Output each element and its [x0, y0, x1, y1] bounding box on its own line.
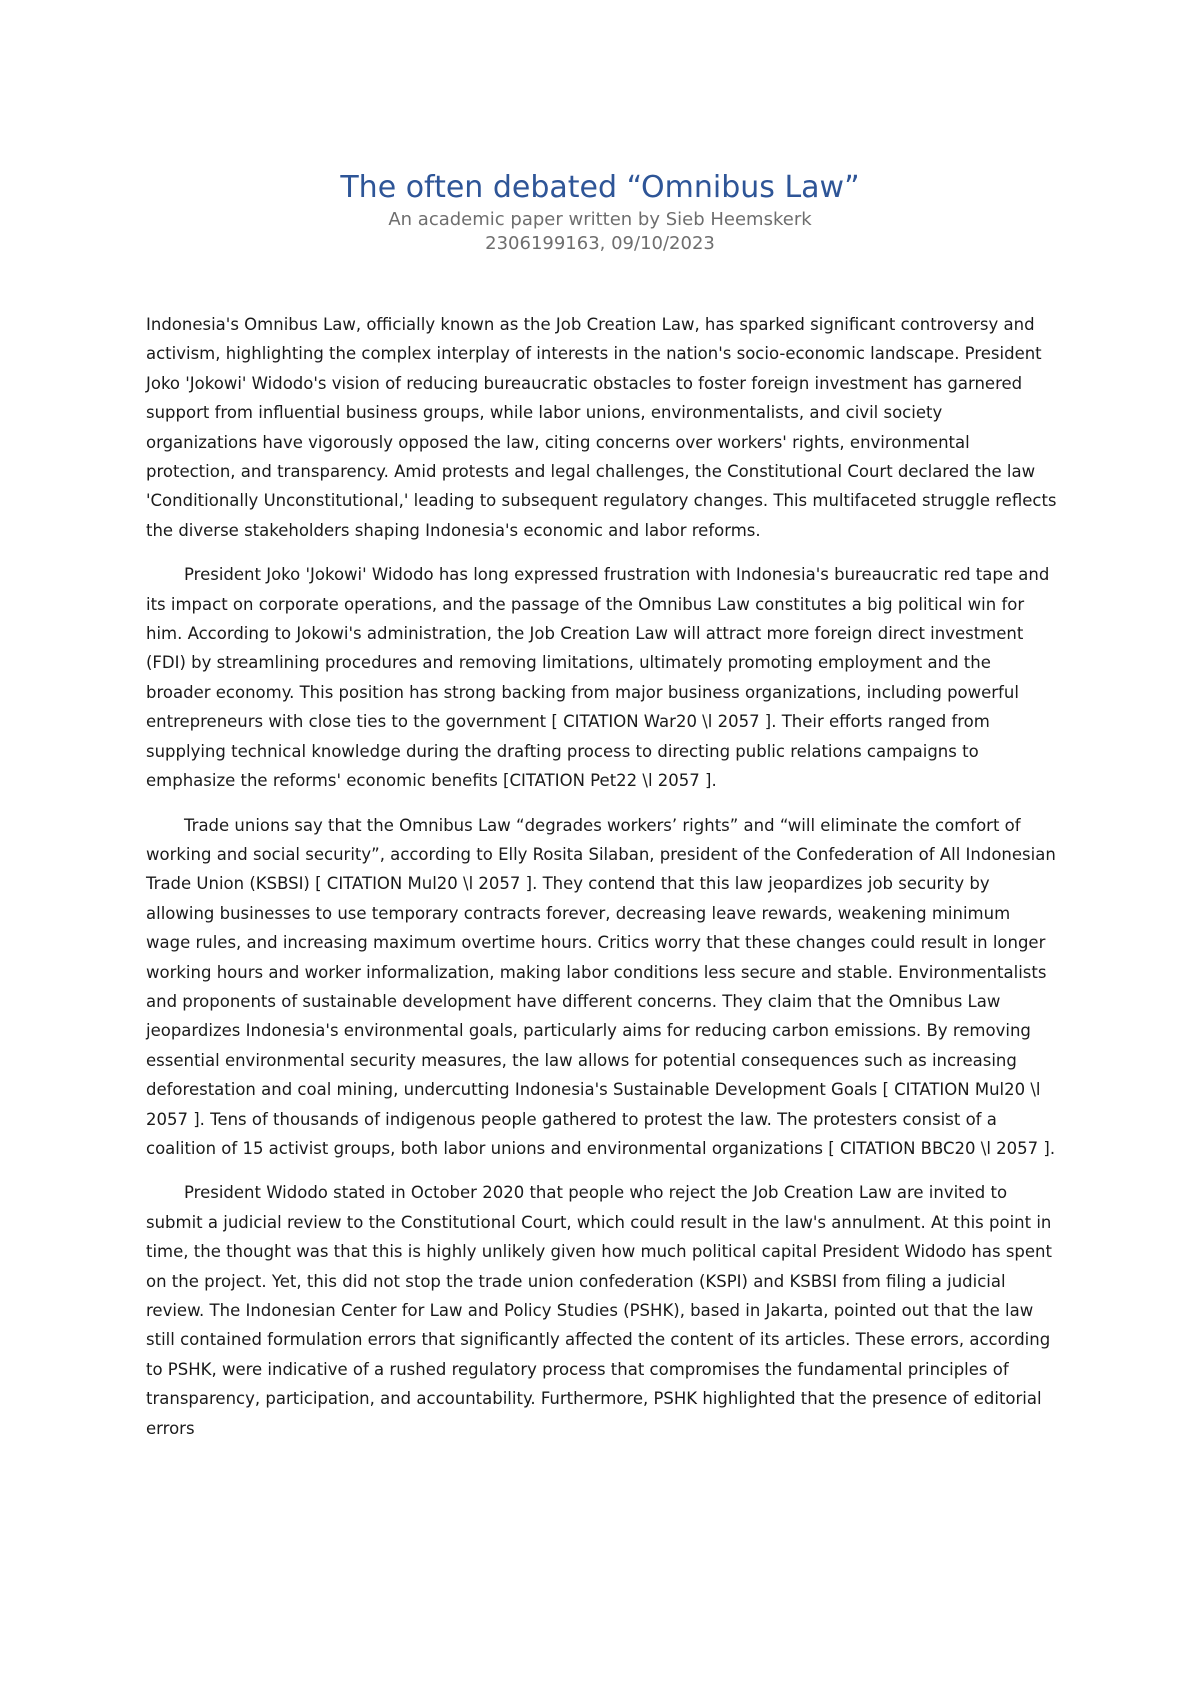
document-id-date-line: 2306199163, 09/10/2023: [485, 233, 715, 254]
paragraph-intro: Indonesia's Omnibus Law, officially known as the Job Creation Law, has sparked significant controversy and activism, highlighting the complex interplay of interests in the nation's socio-economic landscape. President Joko 'Jokowi' Widodo's vision of reducing bureaucratic obstacles to foster foreign investment has garnered support from influential business groups, while labor unions, environmentalists, and civil society organizations have vigorously opposed the law, citing concerns over workers' rights, environmental protection, and transparency. Amid protests and legal challenges, the Constitutional Court declared the law 'Conditionally Unconstitutional,' leading to subsequent regulatory changes. This multifaceted struggle reflects the diverse stakeholders shaping Indonesia's economic and labor reforms.: [146, 315, 1057, 540]
document-author-line: An academic paper written by Sieb Heemskerk: [388, 209, 812, 230]
paragraph-jokowi-support: President Joko 'Jokowi' Widodo has long expressed frustration with Indonesia's bureaucratic red tape and its impact on corporate operations, and the passage of the Omnibus Law constitutes a big political win for him. According to Jokowi's administration, the Job Creation Law will attract more foreign direct investment (FDI) by streamlining procedures and removing limitations, ultimately promoting employment and the broader economy. This position has strong backing from major business organizations, including powerful entrepreneurs with close ties to the government [ CITATION War20 \l 2057 ]. Their efforts ranged from supplying technical knowledge during the drafting process to directing public relations campaigns to emphasize the reforms' economic benefits [CITATION Pet22 \l 2057 ].: [146, 565, 1050, 791]
paragraph-judicial-review: President Widodo stated in October 2020 that people who reject the Job Creation Law are invited to submit a judicial review to the Constitutional Court, which could result in the law's annulment. At this point in time, the thought was that this is highly unlikely given how much political capital President Widodo has spent on the project. Yet, this did not stop the trade union confederation (KSPI) and KSBSI from filing a judicial review. The Indonesian Center for Law and Policy Studies (PSHK), based in Jakarta, pointed out that the law still contained formulation errors that significantly affected the content of its articles. These errors, according to PSHK, were indicative of a rushed regulatory process that compromises the fundamental principles of transparency, participation, and accountability. Furthermore, PSHK highlighted that the presence of editorial errors: [146, 1183, 1052, 1438]
document-header: [0, 168, 1200, 256]
paragraph-opposition: Trade unions say that the Omnibus Law “degrades workers’ rights” and “will eliminate the comfort of working and social security”, according to Elly Rosita Silaban, president of the Confederation of All Indonesian Trade Union (KSBSI) [ CITATION Mul20 \l 2057 ]. They contend that this law jeopardizes job security by allowing businesses to use temporary contracts forever, decreasing leave rewards, weakening minimum wage rules, and increasing maximum overtime hours. Critics worry that these changes could result in longer working hours and worker informalization, making labor conditions less secure and stable. Environmentalists and proponents of sustainable development have different concerns. They claim that the Omnibus Law jeopardizes Indonesia's environmental goals, particularly aims for reducing carbon emissions. By removing essential environmental security measures, the law allows for potential consequences such as increasing deforestation and coal mining, undercutting Indonesia's Sustainable Development Goals [ CITATION Mul20 \l 2057 ]. Tens of thousands of indigenous people gathered to protest the law. The protesters consist of a coalition of 15 activist groups, both labor unions and environmental organizations [ CITATION BBC20 \l 2057 ].: [146, 815, 1056, 1158]
document-title: The often debated “Omnibus Law”: [340, 170, 860, 205]
document-body: [146, 310, 1058, 1458]
